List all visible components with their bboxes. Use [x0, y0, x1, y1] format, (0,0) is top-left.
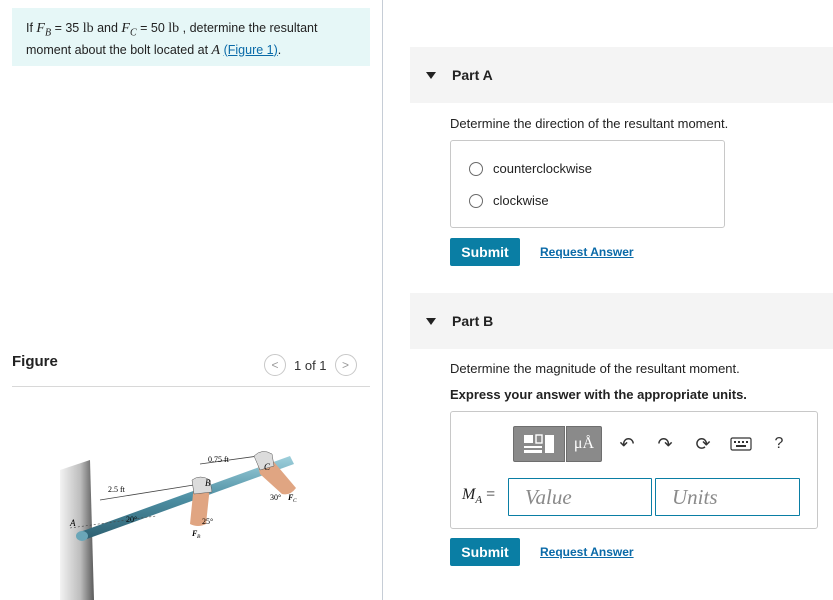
part-a-header[interactable]	[410, 47, 833, 103]
problem-mid: , determine the resultant moment about the bolt located at	[26, 21, 318, 57]
part-b-label: Part B	[452, 313, 494, 329]
part-b-submit-button[interactable]: Submit	[450, 538, 520, 566]
math-toolbar	[513, 426, 602, 462]
prev-figure-button[interactable]	[264, 354, 286, 376]
part-a-question: Determine the direction of the resultant moment.	[450, 116, 729, 131]
chevron-right-icon: >	[342, 358, 350, 372]
label-angle1: 20°	[126, 515, 138, 524]
ma-eq: =	[482, 486, 496, 503]
keyboard-icon[interactable]	[728, 433, 754, 455]
figure-pager	[264, 354, 357, 376]
reset-icon[interactable]: ⟳	[695, 433, 711, 454]
label-angle2: 25°	[202, 517, 214, 526]
ma-symbol: M	[462, 486, 476, 503]
problem-if: If	[26, 21, 37, 35]
label-b: B	[205, 478, 211, 488]
part-b-instruction: Express your answer with the appropriate units.	[450, 387, 747, 402]
label-fb-sub: B	[197, 534, 201, 540]
template-icon	[522, 433, 556, 455]
problem-and: and	[93, 21, 122, 35]
option-clockwise[interactable]	[469, 193, 549, 208]
figure-divider	[12, 386, 370, 387]
option-counterclockwise-label: counterclockwise	[493, 161, 592, 176]
fc-symbol: F	[121, 21, 130, 36]
figure-title: Figure	[12, 353, 58, 370]
wrench-figure	[60, 440, 330, 600]
part-b-request-answer-link[interactable]: Request Answer	[540, 545, 634, 559]
redo-icon[interactable]: ↷	[657, 433, 673, 454]
undo-icon[interactable]: ↶	[619, 433, 635, 454]
figure-link[interactable]: (Figure 1)	[223, 42, 278, 57]
part-a-request-answer-link[interactable]: Request Answer	[540, 245, 634, 259]
collapse-triangle-icon	[426, 318, 436, 325]
unit-lb-2: lb	[168, 21, 180, 36]
radio-clockwise[interactable]	[469, 194, 483, 208]
label-dim2: 0.75 ft	[208, 455, 229, 464]
part-a-submit-button[interactable]: Submit	[450, 238, 520, 266]
label-fc-sub: C	[293, 498, 297, 504]
option-clockwise-label: clockwise	[493, 193, 549, 208]
problem-statement	[12, 8, 370, 66]
template-button[interactable]	[513, 426, 565, 462]
label-angle3: 30°	[270, 493, 282, 502]
collapse-triangle-icon	[426, 72, 436, 79]
chevron-left-icon: <	[271, 358, 279, 372]
value-input[interactable]	[508, 478, 652, 516]
label-a: A	[70, 518, 76, 528]
part-a-label: Part A	[452, 67, 493, 83]
option-counterclockwise[interactable]	[469, 161, 592, 176]
help-icon[interactable]: ?	[774, 435, 784, 452]
column-divider	[382, 0, 383, 600]
part-b-header[interactable]	[410, 293, 833, 349]
ma-sub: A	[475, 494, 483, 507]
label-c: C	[264, 462, 271, 472]
pager-text: 1 of 1	[294, 357, 327, 373]
label-dim1: 2.5 ft	[108, 485, 125, 494]
fb-sub: B	[44, 27, 52, 39]
ma-label	[462, 486, 495, 506]
fb-eq: = 35	[51, 21, 83, 35]
fb-symbol: F	[36, 21, 45, 36]
fc-sub: C	[129, 27, 137, 39]
label-fb: F	[192, 529, 198, 538]
fc-eq: = 50	[136, 21, 169, 35]
next-figure-button[interactable]	[335, 354, 357, 376]
bolt-head	[76, 531, 88, 541]
direction-choices	[450, 140, 725, 228]
label-fc: F	[288, 493, 294, 502]
point-a: A	[211, 42, 221, 58]
radio-counterclockwise[interactable]	[469, 162, 483, 176]
part-b-question: Determine the magnitude of the resultant moment.	[450, 361, 740, 376]
units-input[interactable]	[655, 478, 800, 516]
mu-angstrom-icon: μÅ	[573, 435, 595, 452]
unit-lb-1: lb	[82, 21, 94, 36]
problem-end: .	[277, 42, 282, 57]
units-symbol-button[interactable]	[566, 426, 602, 462]
